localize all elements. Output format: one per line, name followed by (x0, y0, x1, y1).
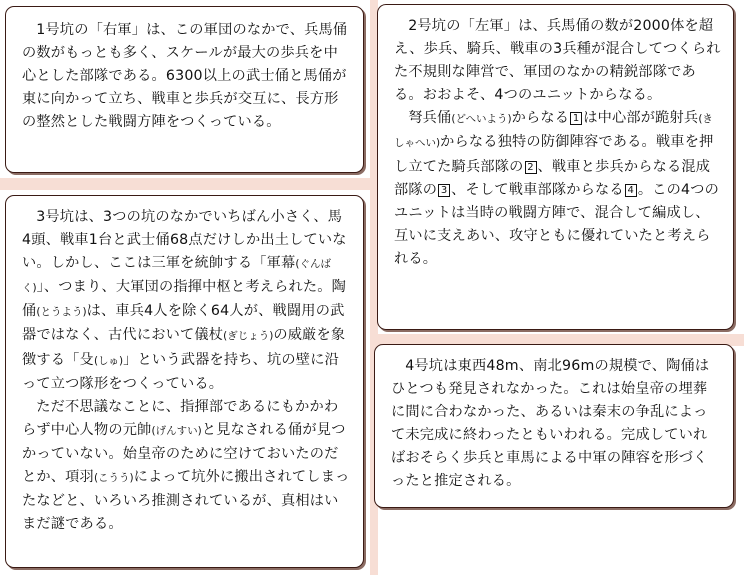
text-segment: 弩兵俑 (408, 110, 452, 127)
text-segment: 、そして戦車部隊からなる (451, 181, 624, 198)
text-segment: 」という武器を持ち、坑の壁に沿って立つ隊形をつくっている。 (22, 351, 339, 392)
text-segment: は、車兵4人を除く64人が、戦闘用の武器ではなく、古代において儀杖 (22, 303, 345, 344)
text-segment: 」、つまり、大軍団の指揮中枢と考えられた。陶俑 (22, 279, 347, 320)
pit1-panel (5, 6, 364, 173)
pit3-panel (5, 195, 364, 568)
pit4-text: 4号坑は東西48m、南北96mの規模で、陶俑はひとつも発見されなかった。これは始皇帝の埋葬に間に合わなかった、あるいは秦末の争乱によって未完成に終わったともいわれる。完成していればおそらく歩兵と車馬による中軍の陣容を形づくったと推定される。 (391, 358, 710, 490)
text-segment: と見なされる俑が見つかっていない。始皇帝のために空けておいたのだとか、項羽 (22, 421, 346, 486)
text-segment: の威厳を象徴する「殳 (22, 327, 346, 368)
reading-annotation: (ぐんばく) (22, 258, 331, 295)
unit-number-badge: 3 (438, 184, 450, 197)
reading-annotation: (きしゃへい) (394, 113, 713, 150)
text-segment: からなる独特の防御陣容である。戦車を押し立てた騎兵部隊の (394, 134, 714, 175)
pit2-paragraph-2 (394, 107, 721, 271)
pit3-paragraph-1 (22, 206, 351, 396)
pit1-text: 1号坑の「右軍」は、この軍団のなかで、兵馬俑の数がもっとも多く、スケールが最大の歩兵を中心とした部隊である。6300以上の武士俑と馬俑が東に向かって立ち、戦車と歩兵が交互に、長方形の整然とした戦闘方陣をつくっている。 (22, 22, 348, 131)
text-segment: 。この4つのユニットは当時の戦闘方陣で、混合して編成し、互いに支えあい、攻守ともに優れていたと考えられる。 (394, 181, 719, 267)
text-segment: からなる (511, 110, 570, 127)
reading-annotation: (とうよう) (36, 306, 87, 319)
pit2-paragraph-1: 2号坑の「左軍」は、兵馬俑の数が2000体を超え、歩兵、騎兵、戦車の3兵種が混合してつくられた不規則な陣営で、軍団のなかの精鋭部隊である。おおよそ、4つのユニットからなる。 (394, 18, 721, 104)
pit4-panel (374, 344, 734, 508)
reading-annotation: (げんすい) (151, 424, 202, 437)
reading-annotation: (こうう) (93, 472, 134, 485)
reading-annotation: (ぎじょう) (223, 330, 274, 343)
text-segment: 、戦車と歩兵からなる混成部隊の (394, 158, 711, 198)
text-segment: 3号坑は、3つの坑のなかでいちばん小さく、馬4頭、戦車1台と武士俑68点だけしか出土していない。しかし、ここは三軍を統帥する「軍幕 (22, 209, 347, 272)
reading-annotation: (しゅ) (93, 354, 124, 367)
pit3-paragraph-2 (22, 396, 351, 537)
text-segment: ただ不思議なことに、指揮部であるにもかかわらず中心人物の元帥 (22, 398, 339, 438)
text-segment: によって坑外に搬出されてしまったなどと、いろいろ推測されているが、真相はいまだ謎である。 (22, 469, 350, 533)
reading-annotation: (どへいよう) (451, 113, 512, 126)
text-segment: は中心部が跪射兵 (583, 110, 699, 127)
pit2-panel (377, 4, 734, 330)
unit-number-badge: 1 (570, 112, 582, 125)
background-strip (0, 178, 370, 190)
unit-number-badge: 2 (525, 161, 537, 174)
unit-number-badge: 4 (625, 184, 637, 197)
